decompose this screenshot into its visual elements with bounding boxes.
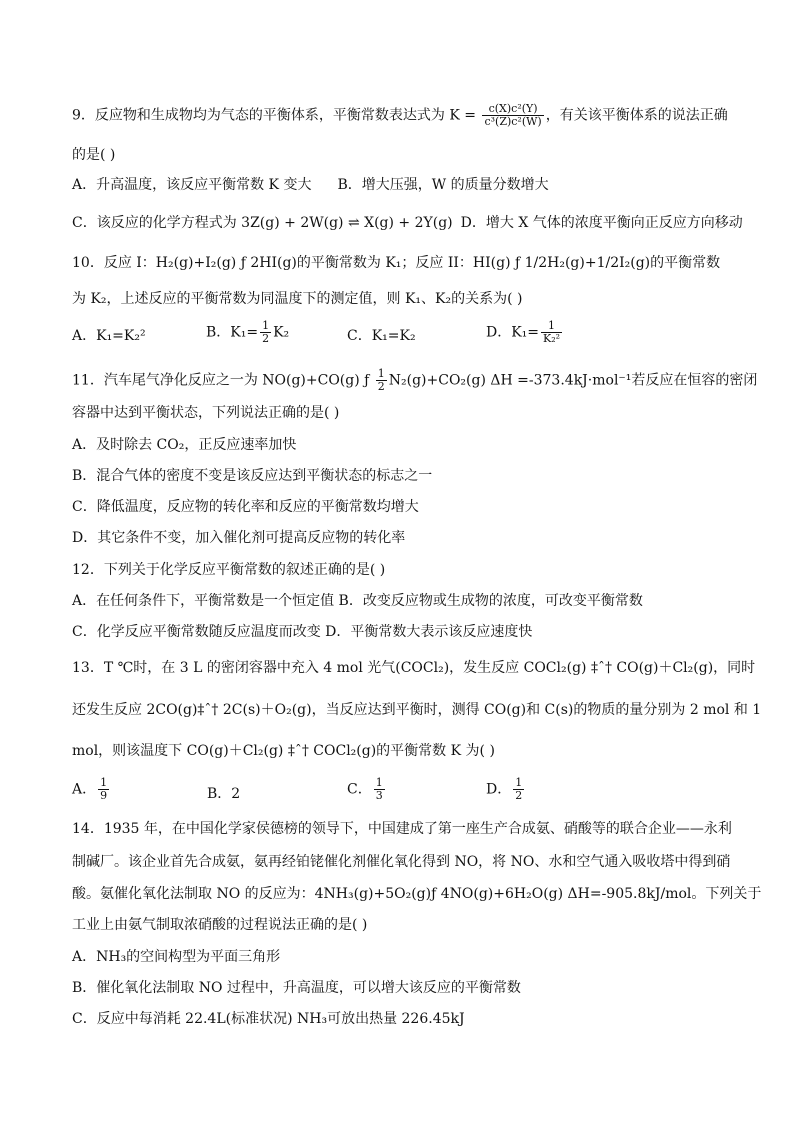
- q10-d-den: K₂²: [543, 332, 561, 345]
- q9-option-a: A．升高温度，该反应平衡常数 K 变大: [72, 177, 312, 193]
- q10-b-num: 1: [262, 319, 270, 332]
- q10-option-c: C．K₁=K₂: [347, 328, 416, 344]
- q10-option-d-label: D．K₁=: [486, 324, 540, 341]
- q14-line2: 制碱厂。该企业首先合成氨，氨再经铂铑催化剂催化氧化得到 NO，将 NO、水和空气通入吸收塔中得到硝: [72, 854, 731, 870]
- q9-option-b: B．增大压强，W 的质量分数增大: [337, 177, 549, 193]
- q14-option-c: C．反应中每消耗 22.4L(标准状况) NH₃可放出热量 226.45kJ: [72, 1011, 465, 1027]
- q10-option-b: [206, 320, 289, 345]
- q12-line1: 12．下列关于化学反应平衡常数的叙述正确的是( ): [72, 562, 386, 578]
- q11-text-pre: 11．汽车尾气净化反应之一为 NO(g)+CO(g) ƒ: [72, 372, 374, 389]
- q14-option-a: A．NH₃的空间构型为平面三角形: [72, 949, 281, 965]
- q13-option-c: [347, 777, 387, 802]
- q9-k-numerator: c(X)c²(Y): [482, 103, 543, 116]
- q14-option-b: B．催化氧化法制取 NO 过程中，升高温度，可以增大该反应的平衡常数: [72, 980, 521, 996]
- q10-option-b-fraction: [260, 320, 271, 345]
- q11-frac-num: 1: [377, 367, 385, 380]
- q13-option-c-label: C．: [347, 781, 372, 798]
- q13-line1: 13．T ℃时，在 3 L 的密闭容器中充入 4 mol 光气(COCl₂)，发生反应 COCl₂(g) ‡ˆ† CO(g)＋Cl₂(g)，同时: [72, 660, 756, 676]
- q10-option-b-label: B．K₁=: [206, 324, 259, 341]
- q13-option-b: B．2: [207, 786, 241, 802]
- q14-line3: 酸。氨催化氧化法制取 NO 的反应为：4NH₃(g)+5O₂(g)ƒ 4NO(g)+6H₂O(g) ΔH=-905.8kJ/mol。下列关于: [72, 886, 762, 902]
- q14-line4: 工业上由氨气制取浓硝酸的过程说法正确的是( ): [72, 917, 368, 933]
- q11-line2: 容器中达到平衡状态，下列说法正确的是( ): [72, 405, 340, 421]
- q12-options-ab: A．在任何条件下，平衡常数是一个恒定值 B．改变反应物或生成物的浓度，可改变平衡常数: [72, 593, 643, 609]
- q10-line1: 10．反应 I：H₂(g)+I₂(g) ƒ 2HI(g)的平衡常数为 K₁；反应 II：HI(g) ƒ 1/2H₂(g)+1/2I₂(g)的平衡常数: [72, 255, 721, 271]
- q9-options-ab: [72, 176, 549, 194]
- q10-option-d: [486, 320, 564, 345]
- q11-option-d: D．其它条件不变，加入催化剂可提高反应物的转化率: [72, 530, 406, 546]
- q13-line2: 还发生反应 2CO(g)‡ˆ† 2C(s)＋O₂(g)，当反应达到平衡时，测得 CO(g)和 C(s)的物质的量分别为 2 mol 和 1: [72, 702, 762, 718]
- q10-d-num: 1: [541, 320, 562, 333]
- q10-option-d-fraction: [541, 320, 562, 345]
- q13-option-a-label: A．: [72, 781, 97, 798]
- q11-option-c: C．降低温度，反应物的转化率和反应的平衡常数均增大: [72, 499, 419, 515]
- q13-option-d-label: D．: [486, 781, 512, 798]
- q9-line2: 的是( ): [72, 147, 116, 163]
- q9-k-denominator: c³(Z)c²(W): [484, 115, 542, 128]
- q13-option-d-fraction: [513, 777, 524, 802]
- q9-option-c: C．该反应的化学方程式为 3Z(g) + 2W(g) ⇌ X(g) + 2Y(g): [72, 215, 453, 231]
- q13-a-den: 9: [100, 789, 108, 802]
- q9-text-post: ，有关该平衡体系的说法正确: [545, 107, 728, 124]
- q9-option-d: D．增大 X 气体的浓度平衡向正反应方向移动: [460, 215, 743, 231]
- q11-frac-den: 2: [377, 380, 385, 393]
- q12-options-cd: C．化学反应平衡常数随反应温度而改变 D．平衡常数大表示该反应速度快: [72, 624, 533, 640]
- q13-c-num: 1: [375, 776, 383, 789]
- q13-a-num: 1: [100, 776, 108, 789]
- q13-c-den: 3: [375, 789, 383, 802]
- q13-option-a: [72, 777, 111, 802]
- q9-k-expression: [482, 103, 543, 128]
- q10-option-b-tail: K₂: [273, 324, 290, 341]
- q10-b-den: 2: [262, 332, 270, 345]
- q9-line1: [72, 103, 728, 128]
- q9-text-pre: 9．反应物和生成物均为气态的平衡体系，平衡常数表达式为 K =: [72, 107, 481, 124]
- q11-option-b: B．混合气体的密度不变是该反应达到平衡状态的标志之一: [72, 468, 433, 484]
- q10-line2: 为 K₂，上述反应的平衡常数为同温度下的测定值，则 K₁、K₂的关系为( ): [72, 291, 523, 307]
- q10-option-a: A．K₁=K₂²: [72, 328, 146, 344]
- q11-text-post: N₂(g)+CO₂(g) ΔH =-373.4kJ·mol⁻¹若反应在恒容的密闭: [388, 372, 758, 389]
- q13-option-d: [486, 777, 526, 802]
- q11-line1: [72, 368, 757, 393]
- q14-line1: 14．1935 年，在中国化学家侯德榜的领导下，中国建成了第一座生产合成氨、硝酸等的联合企业——永利: [72, 821, 732, 837]
- q13-d-den: 2: [515, 789, 523, 802]
- q13-d-num: 1: [515, 776, 523, 789]
- q9-options-cd: [72, 214, 743, 232]
- q11-fraction: [376, 368, 387, 393]
- q13-option-c-fraction: [374, 777, 385, 802]
- q13-line3: mol，则该温度下 CO(g)＋Cl₂(g) ‡ˆ† COCl₂(g)的平衡常数 K 为( ): [72, 743, 495, 759]
- q11-option-a: A．及时除去 CO₂，正反应速率加快: [72, 437, 297, 453]
- q13-option-a-fraction: [98, 777, 109, 802]
